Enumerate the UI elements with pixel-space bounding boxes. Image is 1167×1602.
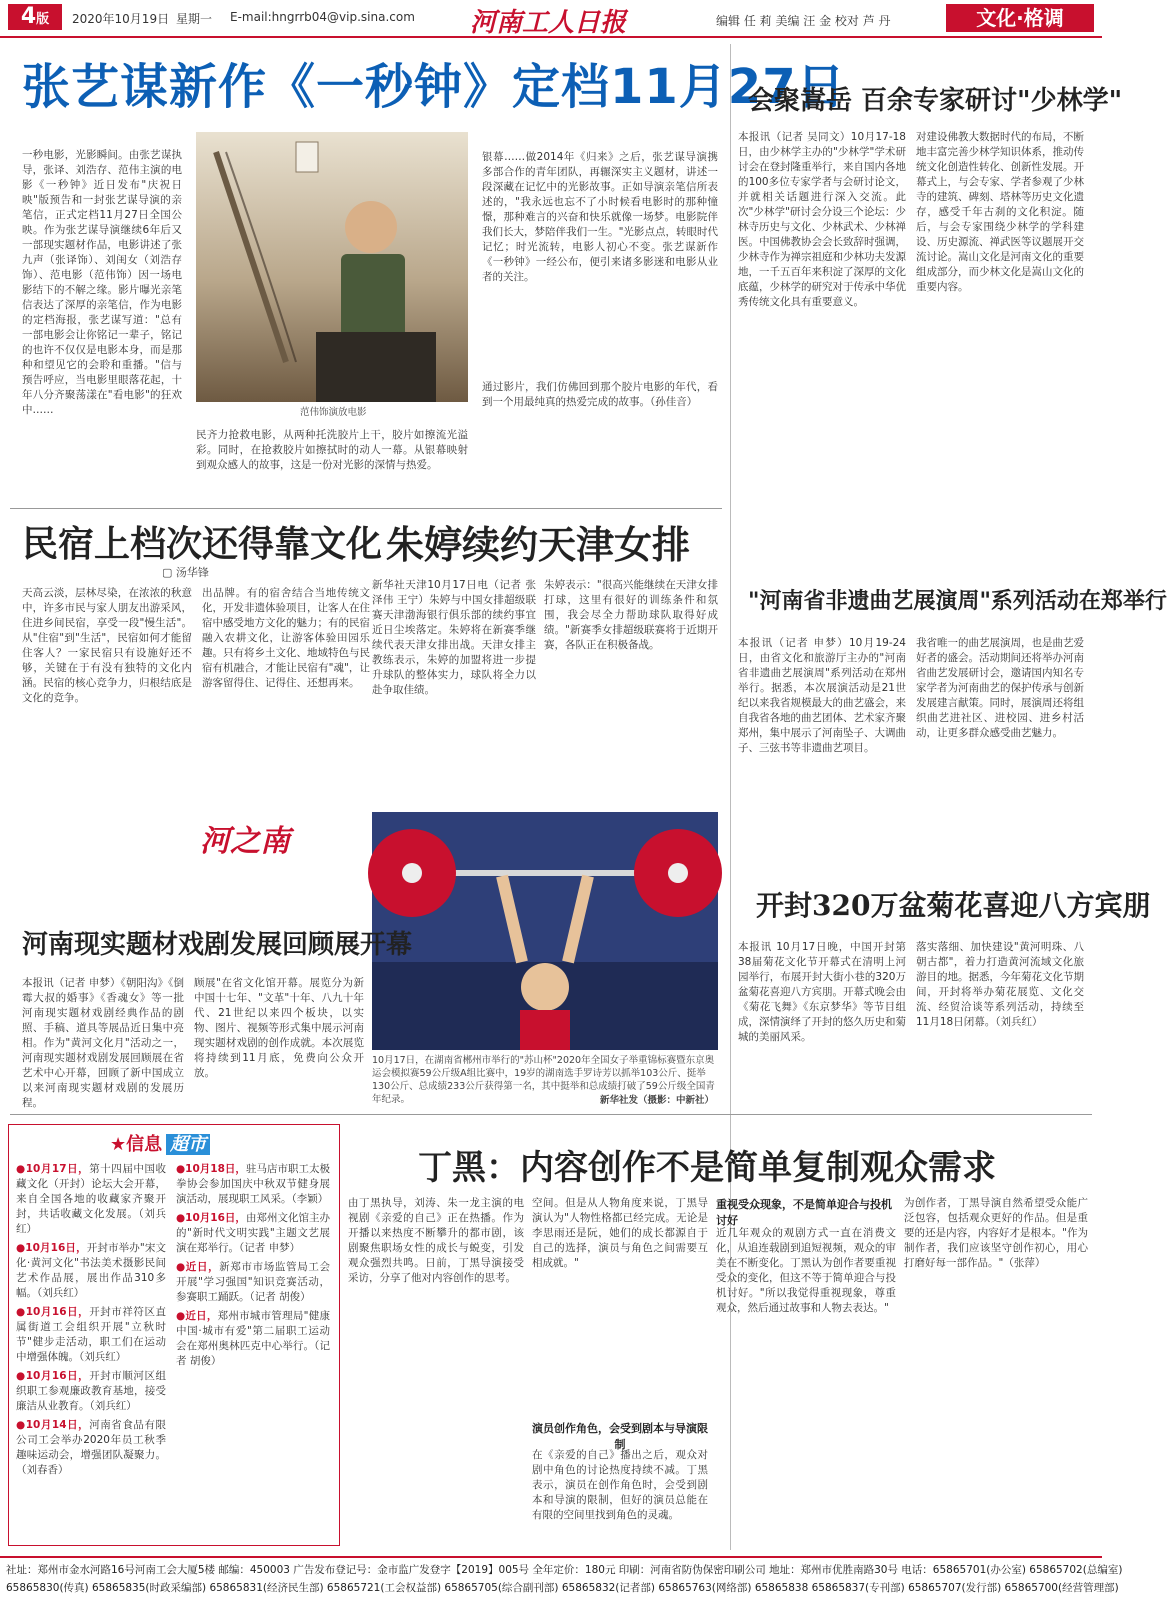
info-item — [16, 1241, 166, 1301]
art1-col3: 民齐力抢救电影，从两种托洗胶片上干，胶片如擦流光溢彩。同时，在抢救胶片如擦拭时的动人一幕。从银幕映射到观众感人的故事，这是一份对光影的深情与热爱。 — [196, 429, 468, 471]
art1-col1: 一秒电影，光影瞬间。由张艺谋执导，张译、刘浩存、范伟主演的电影《一秒钟》近日发布"庆祝日映"版预告和一封张艺谋导演的亲笔信，正式定档11月27日全国公映。作为张艺谋导演继续6年后又一部现实题材作品，电影讲述了张九声（张译饰）、刘闺女（刘浩存饰）、范电影（范伟饰）因一场电影结下的不解之缘。影片曝光亲笔信表达了深厚的亲笔信，作为电影的定档海报，张艺谋写道："总有一部电影会让你铭记一辈子，铭记的也许不仅仅是电影本身，而是那种和望见它的会聆和重播。"信与预告呼应，当电影里眼落花起，十年八分齐聚荡漾在"看电影"的狂欢中…… — [22, 149, 182, 416]
page-number: 4 — [20, 4, 37, 29]
weightlifter-photo — [372, 812, 718, 1050]
footer-line1: 社址：郑州市金水河路16号河南工会大厦5楼 邮编：450003 广告发布登记号：金市监广发登字【2019】005号 全年定价：180元 印刷：河南省防伪保密印刷公司 地址：郑州市优胜南路30号 电话：65865701(办公室) 65865702(总编室) — [6, 1564, 1123, 1576]
info-item — [16, 1369, 166, 1414]
newspaper-masthead: 河南工人日报 — [470, 8, 627, 38]
info-heading-a: 信息 — [126, 1134, 163, 1155]
info-item-text: 由郑州文化馆主办的"新时代文明实践"主题文艺展演在郑举行。（记者 申梦） — [176, 1212, 330, 1254]
art5-photo-caption: 10月17日，在湖南省郴州市举行的"苏山杯"2020年全国女子举重锦标赛暨东京奥运会模拟赛59公斤级A组比赛中，19岁的湖南选手罗诗芳以抓举103公斤、挺举130公斤、总成绩233公斤获得第一名，其中挺举和总成绩打破了59公斤级全国青年纪录。 — [372, 1055, 715, 1105]
art6-col2: 我省唯一的曲艺展演周，也是曲艺爱好者的盛会。活动期间还将举办河南省曲艺发展研讨会，邀请国内知名专家学者为河南曲艺的保护传承与创新发展建言献策。同时，展演周还将组织曲艺进社区、进校园、进乡村活动，让更多群众感受曲艺魅力。 — [916, 637, 1084, 739]
art10-col2: 空间。但是从人物角度来说，丁黑导演认为"人物性格都已经完成。无论是李思雨还是阮，她们的成长都源自于自己的选择，演员与角色之间需要互相成就。" — [532, 1197, 708, 1269]
info-item — [16, 1305, 166, 1365]
info-item-date: ●近日， — [176, 1310, 218, 1322]
info-item-date: ●10月16日， — [16, 1242, 87, 1254]
art10-subhead3: 演员创作角色，会受到剧本与导演限制 — [532, 1422, 708, 1451]
art10-col4: 近几年观众的观剧方式一直在消费文化，从追连载剧到追短视频，观众的审美在不断变化。丁黑认为创作者要重视受众的变化，但这不等于简单迎合与投机讨好。"所以我觉得重视现象，尊重观众，然后通过故事和人物去表达。" — [716, 1227, 896, 1314]
art10-subhead4: 重视受众现象，不是简单迎合与投机讨好 — [716, 1198, 892, 1227]
info-item-date: ●10月14日， — [16, 1419, 90, 1431]
info-item-text: 郑州市城市管理局"健康中国·城市有爱"第二届职工运动会在郑州奥林匹克中心举行。（记者 胡俊） — [176, 1310, 330, 1367]
editors-credit: 编辑 任 莉 美编 汪 金 校对 芦 丹 — [716, 14, 891, 28]
art6-col1: 本报讯（记者 申梦）10月19-24日，由省文化和旅游厅主办的"河南省非遗曲艺展演周"系列活动在郑州举行。据悉，本次展演活动是21世纪以来我省规模最大的曲艺盛会，来自我省各地的曲艺团体、艺术家齐聚郑州，集中展示了河南坠子、大调曲子、三弦书等非遗曲艺项目。 — [738, 637, 906, 754]
art10-headline: 丁黑：内容创作不是简单复制观众需求 — [418, 1148, 996, 1188]
info-item-date: ●10月17日， — [16, 1163, 90, 1175]
he-zhi-nan-logo: 河之南 — [200, 824, 290, 859]
info-item — [16, 1162, 166, 1237]
art1-headline: 张艺谋新作《一秒钟》定档11月27日 — [22, 59, 846, 115]
page-number-badge — [8, 4, 62, 30]
art1-photo-caption: 范伟饰演放电影 — [300, 407, 367, 418]
art5-photo — [372, 812, 718, 1050]
art7-col2: 落实落细、加快建设"黄河明珠、八朝古都"，着力打造黄河流域文化旅游目的地。据悉，今年菊花文化节期间，开封将举办菊花展览、文化交流、经贸洽谈等系列活动，持续至11月18日闭幕。（刘兵红） — [916, 941, 1084, 1028]
info-item — [176, 1309, 330, 1369]
art1-col4b: 通过影片，我们仿佛回到那个胶片电影的年代，看到一个用最纯真的热爱完成的故事。（孙佳音） — [482, 381, 718, 408]
info-item — [16, 1418, 166, 1478]
art5-photo-credit: 新华社发（摄影：中新社） — [600, 1095, 715, 1106]
info-item-text: 驻马店市职工太极拳协会参加国庆中秋双节健身展演活动，展现职工风采。（李颖） — [176, 1163, 330, 1205]
info-item-text: 新郑市市场监管局工会开展"学习强国"知识竞赛活动，参赛职工踊跃。（记者 胡俊） — [176, 1261, 330, 1303]
row-divider-2 — [10, 1114, 1092, 1115]
art1-col4a: 银幕……做2014年《归来》之后，张艺谋导演携多部合作的青年团队，再辗深实主义题材，讲述一段深藏在记忆中的光影故事。正如导演亲笔信所表述的，"我永远也忘不了小时候看电影时的那种憧憬，那种难言的兴奋和快乐就像一场梦。电影院伴我们长大，梦陪伴我们一生。"光影点点，转眼时代记忆；时光流转，电影人初心不变。张艺谋新作《一秒钟》一经公布，便引来诸多影迷和电影从业者的关注。 — [482, 151, 718, 283]
art3-byline: ▢ 汤华锋 — [162, 566, 209, 579]
info-item-date: ●10月16日， — [16, 1306, 90, 1318]
art4-col1: 新华社天津10月17日电（记者 张泽伟 王宁）朱婷与中国女排超级联赛天津渤海银行俱乐部的续约事宜近日尘埃落定。朱婷将在新赛季继续代表天津女排出战。天津女排主教练表示，朱婷的加盟将进一步提升球队的整体实力，球队将全力以赴争取佳绩。 — [372, 579, 536, 696]
art6-headline: "河南省非遗曲艺展演周"系列活动在郑举行 — [748, 588, 1167, 614]
info-item-text: 开封市祥符区直属街道工会组织开展"立秋时节"健步走活动，职工们在运动中增强体魄。（刘兵红） — [16, 1306, 167, 1363]
art4-col2: 朱婷表示："很高兴能继续在天津女排打球，这里有很好的训练条件和氛围，我会尽全力帮助球队取得好成绩。"新赛季女排超级联赛将于近期开赛，各队正在积极备战。 — [544, 579, 718, 651]
art8-col1: 本报讯（记者 申梦）《朝阳沟》《倒霉大叔的婚事》《香魂女》等一批河南现实题材戏剧经典作品的剧照、手稿、道具等展品近日集中亮相。作为"黄河文化月"活动之一，河南现实题材戏剧发展回顾展在省艺术中心开幕，回顾了新中国成立以来河南现实题材戏剧的发展历程。 — [22, 977, 184, 1109]
section-email[interactable]: E-mail:hngrrb04@vip.sina.com — [230, 10, 415, 24]
art2-col1: 本报讯（记者 吴同文）10月17-18日，由少林学主办的"少林学"学术研讨会在登封隆重举行，来自国内各地的100多位专家学者与会研讨论文，并就相关话题进行深入交流。此次"少林学"研讨会分设三个论坛：少林寺历史与文化、少林武术、少林禅医。中国佛教协会会长致辞时强调，少林寺作为禅宗祖庭和少林功夫发源地，一千五百年来积淀了深厚的文化底蕴，少林学的研究对于传承中华优秀传统文化具有重要意义。 — [738, 131, 906, 308]
art1-photo — [196, 132, 468, 402]
art7-col1: 本报讯 10月17日晚，中国开封第38届菊花文化节开幕式在清明上河园举行，布展开封大街小巷的320万盆菊花喜迎八方宾朋。开幕式晚会由《菊花飞舞》《东京梦华》等节目组成，深情演绎了开封的悠久历史和菊城的美丽风采。 — [738, 941, 906, 1043]
art10-col3: 在《亲爱的自己》播出之后，观众对剧中角色的讨论热度持续不减。丁黑表示，演员在创作角色时，会受到剧本和导演的限制，但好的演员总能在有限的空间里找到角色的灵魂。 — [532, 1449, 708, 1521]
info-item — [176, 1162, 330, 1207]
art7-headline: 开封320万盆菊花喜迎八方宾朋 — [756, 889, 1151, 922]
info-item-date: ●近日， — [176, 1261, 220, 1273]
art8-headline: 河南现实题材戏剧发展回顾展开幕 — [22, 930, 413, 960]
art4-headline: 朱婷续约天津女排 — [386, 522, 691, 567]
info-heading-b: 超市 — [166, 1134, 210, 1155]
star-icon: ★ — [110, 1134, 127, 1155]
info-item-date: ●10月18日， — [176, 1163, 246, 1175]
row-divider — [10, 508, 722, 509]
art3-col2: 出品牌。有的宿舍结合当地传统文化，开发非遗体验项目，让客人在住宿中感受地方文化的魅力；有的民宿融入农耕文化，让游客体验田园乐趣。只有将乡土文化、地域特色与民宿有机融合，才能让民宿有"魂"，让游客留得住、记得住、还想再来。 — [202, 587, 370, 689]
art3-col1: 天高云淡，层林尽染，在浓浓的秋意中，许多市民与家人朋友出游采风，住进乡间民宿，享受一段"慢生活"。从"住宿"到"生活"，民宿如何才能留住客人？一家民宿只有设施好还不够，关键在于有没有独特的文化内涵。民宿的核心竞争力，归根结底是文化的竞争。 — [22, 587, 192, 704]
info-item — [176, 1211, 330, 1256]
art3-byline-name: 汤华锋 — [175, 566, 209, 579]
film-projector-photo — [196, 132, 468, 402]
art3-headline: 民宿上档次还得靠文化 — [22, 523, 383, 565]
info-item — [176, 1260, 330, 1305]
art10-col1: 由丁黑执导，刘涛、朱一龙主演的电视剧《亲爱的自己》正在热播。作为开播以来热度不断攀升的都市剧，该剧聚焦职场女性的成长与蜕变，引发观众强烈共鸣。日前，丁黑导演接受采访，分享了他对内容创作的思考。 — [348, 1197, 524, 1284]
info-item-text: 开封市举办"宋文化·黄河文化"书法美术摄影民间艺术作品展，展出作品310多幅。（刘兵红） — [16, 1242, 166, 1299]
footer-line2: 65865830(传真) 65865835(时政采编部) 65865831(经济民生部) 65865721(工会权益部) 65865705(综合副刊部) 65865832(记者部) 65865763(网络部) 65865838 65865837(专刊部) 65865707(发行部) 65865700(经营管理部) — [6, 1582, 1119, 1594]
art2-headline: 会聚嵩岳 百余专家研讨"少林学" — [748, 86, 1123, 116]
info-list-left — [16, 1162, 166, 1538]
info-item-date: ●10月16日， — [176, 1212, 246, 1224]
section-banner: 文化·格调 — [946, 4, 1094, 32]
info-item-text: 第十四届中国收藏文化（开封）论坛大会开幕，来自全国各地的收藏家齐聚开封，共话收藏文化发展。（刘兵红） — [16, 1163, 167, 1235]
page-footer — [0, 1556, 1123, 1602]
info-heading — [110, 1130, 210, 1156]
info-list-right — [176, 1162, 330, 1538]
info-item-text: 开封市顺河区组织职工参观廉政教育基地，接受廉洁从业教育。（刘兵红） — [16, 1370, 167, 1412]
art2-col2: 对建设佛教大数据时代的布局，不断地丰富完善少林学知识体系，推动传统文化创造性转化、创新性发展。开幕式上，与会专家、学者参观了少林寺的建筑、碑刻、塔林等历史文化遗存，感受千年古刹的文化积淀。随后，与会专家围绕少林学的学科建设、历史源流、禅武医等议题展开交流讨论。嵩山文化是河南文化的重要组成部分，而少林文化是嵩山文化的重要内容。 — [916, 131, 1084, 293]
issue-date: 2020年10月19日 — [72, 12, 170, 26]
issue-weekday: 星期一 — [176, 12, 213, 26]
art8-col2: 顾展"在省文化馆开幕。展览分为新中国十七年、"文革"十年、八九十年代、21世纪以来四个板块，以实物、图片、视频等形式集中展示河南现实题材戏剧的创作成就。本次展览将持续到11月底，免费向公众开放。 — [194, 977, 364, 1079]
art10-col5: 为创作者，丁黑导演自然希望受众能广泛包容，包括观众更好的作品。但是重要的还是内容，内容好才是根本。"作为制作者，我们应该坚守创作初心，用心打磨好每一部作品。"（张萍） — [904, 1197, 1088, 1269]
info-item-date: ●10月16日， — [16, 1370, 90, 1382]
info-item-text: 河南省食品有限公司工会举办2020年员工秋季趣味运动会，增强团队凝聚力。（刘春香） — [16, 1419, 167, 1476]
page-suffix: 版 — [36, 12, 50, 27]
